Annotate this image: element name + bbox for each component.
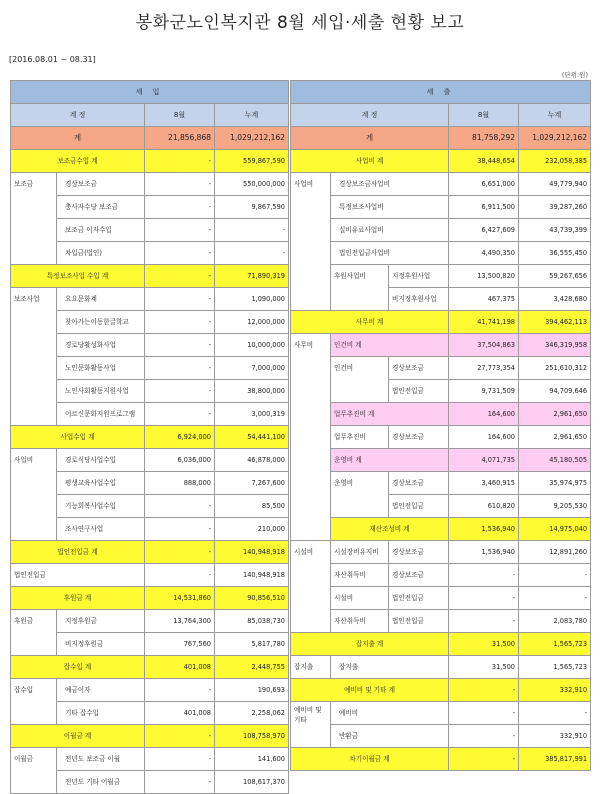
table-row xyxy=(291,610,591,633)
item-cum: 5,817,780 xyxy=(215,633,289,656)
item-cum: 2,083,780 xyxy=(519,610,591,633)
group-total-label: 보조금수입 계 xyxy=(11,150,145,173)
item-name: 평생교육사업수입 xyxy=(57,472,145,495)
item-name: 시설장비유지비 xyxy=(331,541,389,564)
item-cum: 35,974,975 xyxy=(519,472,591,495)
revenue-header-item: 계 정 xyxy=(11,104,145,127)
group-total-aug: 401,008 xyxy=(145,656,215,679)
item-aug: - xyxy=(145,334,215,357)
item-name: 기타 잡수입 xyxy=(57,702,145,725)
item-aug: 1,536,940 xyxy=(449,541,519,564)
table-row xyxy=(11,587,289,610)
table-row xyxy=(291,541,591,564)
item-cum: 140,948,918 xyxy=(215,564,289,587)
item-aug: - xyxy=(145,679,215,702)
item-cum: 9,867,590 xyxy=(215,196,289,219)
item-aug: 767,560 xyxy=(145,633,215,656)
group-total-aug: - xyxy=(449,748,519,771)
expense-total-aug: 81,758,292 xyxy=(449,127,519,150)
item-cum: 12,891,260 xyxy=(519,541,591,564)
item-name: 자산취득비 xyxy=(331,610,389,633)
item-name: 보조금 이자수입 xyxy=(57,219,145,242)
subgroup-total-aug: 164,600 xyxy=(449,403,519,426)
item-aug: - xyxy=(449,587,519,610)
unit-label: (단위:원) xyxy=(561,71,588,79)
item-aug: 31,500 xyxy=(449,656,519,679)
table-row xyxy=(291,748,591,771)
table-row xyxy=(11,610,289,633)
group-total-aug: 1,536,940 xyxy=(449,518,519,541)
item-aug: - xyxy=(449,564,519,587)
item-aug: 467,375 xyxy=(449,288,519,311)
group-total-cum: 232,058,385 xyxy=(519,150,591,173)
item-aug: 4,490,350 xyxy=(449,242,519,265)
section-label: 보조금 xyxy=(11,173,57,265)
item-aug: - xyxy=(145,403,215,426)
group-total-aug: 38,448,654 xyxy=(449,150,519,173)
section-label: 시설비 xyxy=(291,541,331,633)
item-cum: - xyxy=(519,587,591,610)
item-aug: - xyxy=(145,495,215,518)
section-label: 법인전입금 xyxy=(11,564,145,587)
group-total-label: 잡수입 계 xyxy=(11,656,145,679)
item-aug: 888,000 xyxy=(145,472,215,495)
table-row xyxy=(291,150,591,173)
table-row xyxy=(291,564,591,587)
item-cum: 2,258,062 xyxy=(215,702,289,725)
group-total-label: 사업비 계 xyxy=(291,150,449,173)
item-aug: 6,427,609 xyxy=(449,219,519,242)
item-cum: 210,000 xyxy=(215,518,289,541)
group-total-aug: - xyxy=(145,265,215,288)
table-row xyxy=(291,449,591,472)
table-row xyxy=(291,242,591,265)
item-source: 법인전입금 xyxy=(389,587,449,610)
section-label: 잡수입 xyxy=(11,679,57,725)
group-total-cum: 108,758,970 xyxy=(215,725,289,748)
item-name: 비지정후원금 xyxy=(57,633,145,656)
item-name: 예비비 xyxy=(331,702,449,725)
group-total-cum: 559,867,590 xyxy=(215,150,289,173)
item-source: 법인전입금 xyxy=(389,610,449,633)
item-name: 경상보조금 xyxy=(57,173,145,196)
item-cum: 3,428,680 xyxy=(519,288,591,311)
item-cum: 2,961,650 xyxy=(519,426,591,449)
item-source: 경상보조금 xyxy=(389,564,449,587)
item-aug: 27,773,354 xyxy=(449,357,519,380)
table-row xyxy=(291,403,591,426)
item-name: 경로당활성화사업 xyxy=(57,334,145,357)
expense-header-item: 계 정 xyxy=(291,104,449,127)
item-aug: 610,820 xyxy=(449,495,519,518)
table-row xyxy=(291,311,591,334)
table-row xyxy=(291,426,591,449)
group-total-cum: 2,448,755 xyxy=(215,656,289,679)
item-cum: 12,000,000 xyxy=(215,311,289,334)
table-row xyxy=(11,150,289,173)
section-label: 사업비 xyxy=(11,449,57,541)
item-aug: 6,036,000 xyxy=(145,449,215,472)
item-name: 비지정후원사업 xyxy=(389,288,449,311)
expense-header-aug: 8월 xyxy=(449,104,519,127)
item-cum: 7,000,000 xyxy=(215,357,289,380)
item-cum: - xyxy=(519,702,591,725)
revenue-section-header: 세 입 xyxy=(11,81,289,104)
revenue-total-aug: 21,856,868 xyxy=(145,127,215,150)
group-total-cum: 394,462,113 xyxy=(519,311,591,334)
item-name: 지정후원사업 xyxy=(389,265,449,288)
subgroup-total-label: 업무추진비 계 xyxy=(331,403,449,426)
item-aug: - xyxy=(145,288,215,311)
item-cum: 332,910 xyxy=(519,725,591,748)
table-row xyxy=(11,265,289,288)
section-label: 이월금 xyxy=(11,748,57,794)
revenue-total-label: 계 xyxy=(11,127,145,150)
item-cum: 94,709,646 xyxy=(519,380,591,403)
expense-total-label: 계 xyxy=(291,127,449,150)
item-name: 요요문화계 xyxy=(57,288,145,311)
group-total-cum: 385,817,991 xyxy=(519,748,591,771)
item-cum: 1,090,000 xyxy=(215,288,289,311)
item-name: 경상보조금 xyxy=(389,472,449,495)
subsection-label: 운영비 xyxy=(331,472,389,518)
item-cum: 141,600 xyxy=(215,748,289,771)
item-name: 반환금 xyxy=(331,725,449,748)
table-row xyxy=(291,725,591,748)
group-total-label: 법인전입금 계 xyxy=(11,541,145,564)
item-aug: - xyxy=(145,311,215,334)
item-cum: 1,565,723 xyxy=(519,656,591,679)
item-name: 찾아가는이동한글학교 xyxy=(57,311,145,334)
revenue-header-cum: 누계 xyxy=(215,104,289,127)
subgroup-total-cum: 2,961,650 xyxy=(519,403,591,426)
table-row xyxy=(291,173,591,196)
group-total-cum: 140,948,918 xyxy=(215,541,289,564)
group-total-aug: 6,924,000 xyxy=(145,426,215,449)
item-cum: - xyxy=(215,242,289,265)
item-name: 차입금(법인) xyxy=(57,242,145,265)
item-aug: - xyxy=(449,702,519,725)
item-name: 충사자수당 보조금 xyxy=(57,196,145,219)
item-aug: 6,911,500 xyxy=(449,196,519,219)
subgroup-total-aug: 4,071,735 xyxy=(449,449,519,472)
item-name: 경로식당사업수입 xyxy=(57,449,145,472)
item-aug: - xyxy=(449,725,519,748)
item-aug: - xyxy=(449,610,519,633)
item-cum: 36,555,450 xyxy=(519,242,591,265)
table-row xyxy=(11,449,289,472)
item-cum: - xyxy=(519,564,591,587)
item-cum: 9,205,530 xyxy=(519,495,591,518)
group-total-cum: 14,975,040 xyxy=(519,518,591,541)
item-name: 잡지출 xyxy=(331,656,449,679)
item-aug: 6,651,000 xyxy=(449,173,519,196)
subsection-label: 후원사업비 xyxy=(331,265,389,311)
group-total-aug: - xyxy=(449,679,519,702)
item-cum: 49,779,940 xyxy=(519,173,591,196)
table-row xyxy=(291,196,591,219)
group-total-cum: 90,856,510 xyxy=(215,587,289,610)
item-aug: - xyxy=(145,173,215,196)
group-total-aug: - xyxy=(145,150,215,173)
item-cum: - xyxy=(215,219,289,242)
table-row xyxy=(11,288,289,311)
section-label: 사업비 xyxy=(291,173,331,311)
item-aug: - xyxy=(145,380,215,403)
table-row xyxy=(11,426,289,449)
item-name: 전년도 보조금 이월 xyxy=(57,748,145,771)
item-aug: - xyxy=(145,564,215,587)
group-total-aug: - xyxy=(145,725,215,748)
expense-section-header: 세 출 xyxy=(291,81,591,104)
item-cum: 43,739,399 xyxy=(519,219,591,242)
section-label: 잡지출 xyxy=(291,656,331,679)
item-aug: 13,500,820 xyxy=(449,265,519,288)
item-name: 지정후원금 xyxy=(57,610,145,633)
expense-table xyxy=(290,80,591,771)
section-label: 후원금 xyxy=(11,610,57,656)
table-row xyxy=(11,725,289,748)
subgroup-total-aug: 37,504,863 xyxy=(449,334,519,357)
item-name: 조사연구사업 xyxy=(57,518,145,541)
item-name: 노인문화활동사업 xyxy=(57,357,145,380)
table-row xyxy=(291,334,591,357)
revenue-table xyxy=(10,80,289,794)
group-total-label: 사무비 계 xyxy=(291,311,449,334)
item-aug: 164,600 xyxy=(449,426,519,449)
revenue-total-cum: 1,029,212,162 xyxy=(215,127,289,150)
section-label: 예비비 및기타 xyxy=(291,702,331,748)
item-cum: 190,693 xyxy=(215,679,289,702)
table-row xyxy=(11,679,289,702)
item-name: 노인사회활동지원사업 xyxy=(57,380,145,403)
table-row xyxy=(11,656,289,679)
item-cum: 108,617,370 xyxy=(215,771,289,794)
group-total-aug: 41,741,198 xyxy=(449,311,519,334)
item-name: 자산취득비 xyxy=(331,564,389,587)
item-name: 법인전입금 xyxy=(389,380,449,403)
item-name: 기능회복사업수입 xyxy=(57,495,145,518)
item-source: 경상보조금 xyxy=(389,426,449,449)
table-row xyxy=(11,564,289,587)
item-cum: 550,000,000 xyxy=(215,173,289,196)
item-name: 예금이자 xyxy=(57,679,145,702)
group-total-aug: 31,500 xyxy=(449,633,519,656)
item-cum: 7,267,600 xyxy=(215,472,289,495)
group-total-cum: 71,890,319 xyxy=(215,265,289,288)
item-aug: 3,460,915 xyxy=(449,472,519,495)
item-aug: 401,008 xyxy=(145,702,215,725)
table-row xyxy=(291,219,591,242)
group-total-label: 특정보조사업 수입 계 xyxy=(11,265,145,288)
table-row xyxy=(291,518,591,541)
subgroup-total-label: 운영비 계 xyxy=(331,449,449,472)
section-label: 보조사업 xyxy=(11,288,57,426)
item-cum: 3,000,319 xyxy=(215,403,289,426)
table-row xyxy=(291,472,591,495)
group-total-cum: 332,910 xyxy=(519,679,591,702)
item-aug: 9,731,509 xyxy=(449,380,519,403)
item-cum: 251,610,312 xyxy=(519,357,591,380)
revenue-header-aug: 8월 xyxy=(145,104,215,127)
group-total-label: 예비비 및 기타 계 xyxy=(291,679,449,702)
subgroup-total-cum: 346,319,958 xyxy=(519,334,591,357)
item-name: 실비유료사업비 xyxy=(331,219,449,242)
table-row xyxy=(291,357,591,380)
item-aug: - xyxy=(145,357,215,380)
item-cum: 85,038,730 xyxy=(215,610,289,633)
item-cum: 85,500 xyxy=(215,495,289,518)
table-row xyxy=(11,748,289,771)
subgroup-total-label: 인건비 계 xyxy=(331,334,449,357)
item-name: 특정보조사업비 xyxy=(331,196,449,219)
section-label: 사무비 xyxy=(291,334,331,541)
item-cum: 38,800,000 xyxy=(215,380,289,403)
group-total-aug: 14,531,860 xyxy=(145,587,215,610)
item-aug: 13,764,300 xyxy=(145,610,215,633)
item-name: 법인전입금사업비 xyxy=(331,242,449,265)
page-title: 봉화군노인복지관 8월 세입·세출 현황 보고 xyxy=(135,13,465,33)
group-total-label: 재산조성비 계 xyxy=(331,518,449,541)
group-total-label: 사업수입 계 xyxy=(11,426,145,449)
item-name: 어르신문화지원프로그램 xyxy=(57,403,145,426)
group-total-label: 이월금 계 xyxy=(11,725,145,748)
item-name: 전년도 기타 이월금 xyxy=(57,771,145,794)
expense-total-cum: 1,029,212,162 xyxy=(519,127,591,150)
table-row xyxy=(291,587,591,610)
table-row xyxy=(11,173,289,196)
item-name: 업무추진비 xyxy=(331,426,389,449)
item-aug: - xyxy=(145,748,215,771)
group-total-label: 후원금 계 xyxy=(11,587,145,610)
item-aug: - xyxy=(145,242,215,265)
table-row xyxy=(291,265,591,288)
item-name: 경상보조금사업비 xyxy=(331,173,449,196)
group-total-cum: 54,441,100 xyxy=(215,426,289,449)
table-row xyxy=(291,656,591,679)
table-row xyxy=(291,633,591,656)
item-name: 시설비 xyxy=(331,587,389,610)
group-total-label: 잡지출 계 xyxy=(291,633,449,656)
subgroup-total-cum: 45,180,505 xyxy=(519,449,591,472)
table-row xyxy=(11,541,289,564)
report-period: [2016.08.01 ~ 08.31] xyxy=(9,55,96,64)
table-row xyxy=(291,679,591,702)
item-aug: - xyxy=(145,219,215,242)
table-row xyxy=(291,702,591,725)
item-cum: 59,267,656 xyxy=(519,265,591,288)
expense-header-cum: 누계 xyxy=(519,104,591,127)
item-name: 법인전입금 xyxy=(389,495,449,518)
group-total-cum: 1,565,723 xyxy=(519,633,591,656)
item-source: 경상보조금 xyxy=(389,541,449,564)
item-name: 경상보조금 xyxy=(389,357,449,380)
group-total-label: 차기이월금 계 xyxy=(291,748,449,771)
item-aug: - xyxy=(145,771,215,794)
item-aug: - xyxy=(145,196,215,219)
group-total-aug: - xyxy=(145,541,215,564)
item-cum: 10,000,000 xyxy=(215,334,289,357)
subsection-label: 인건비 xyxy=(331,357,389,403)
item-cum: 46,878,000 xyxy=(215,449,289,472)
item-aug: - xyxy=(145,518,215,541)
item-cum: 39,287,260 xyxy=(519,196,591,219)
